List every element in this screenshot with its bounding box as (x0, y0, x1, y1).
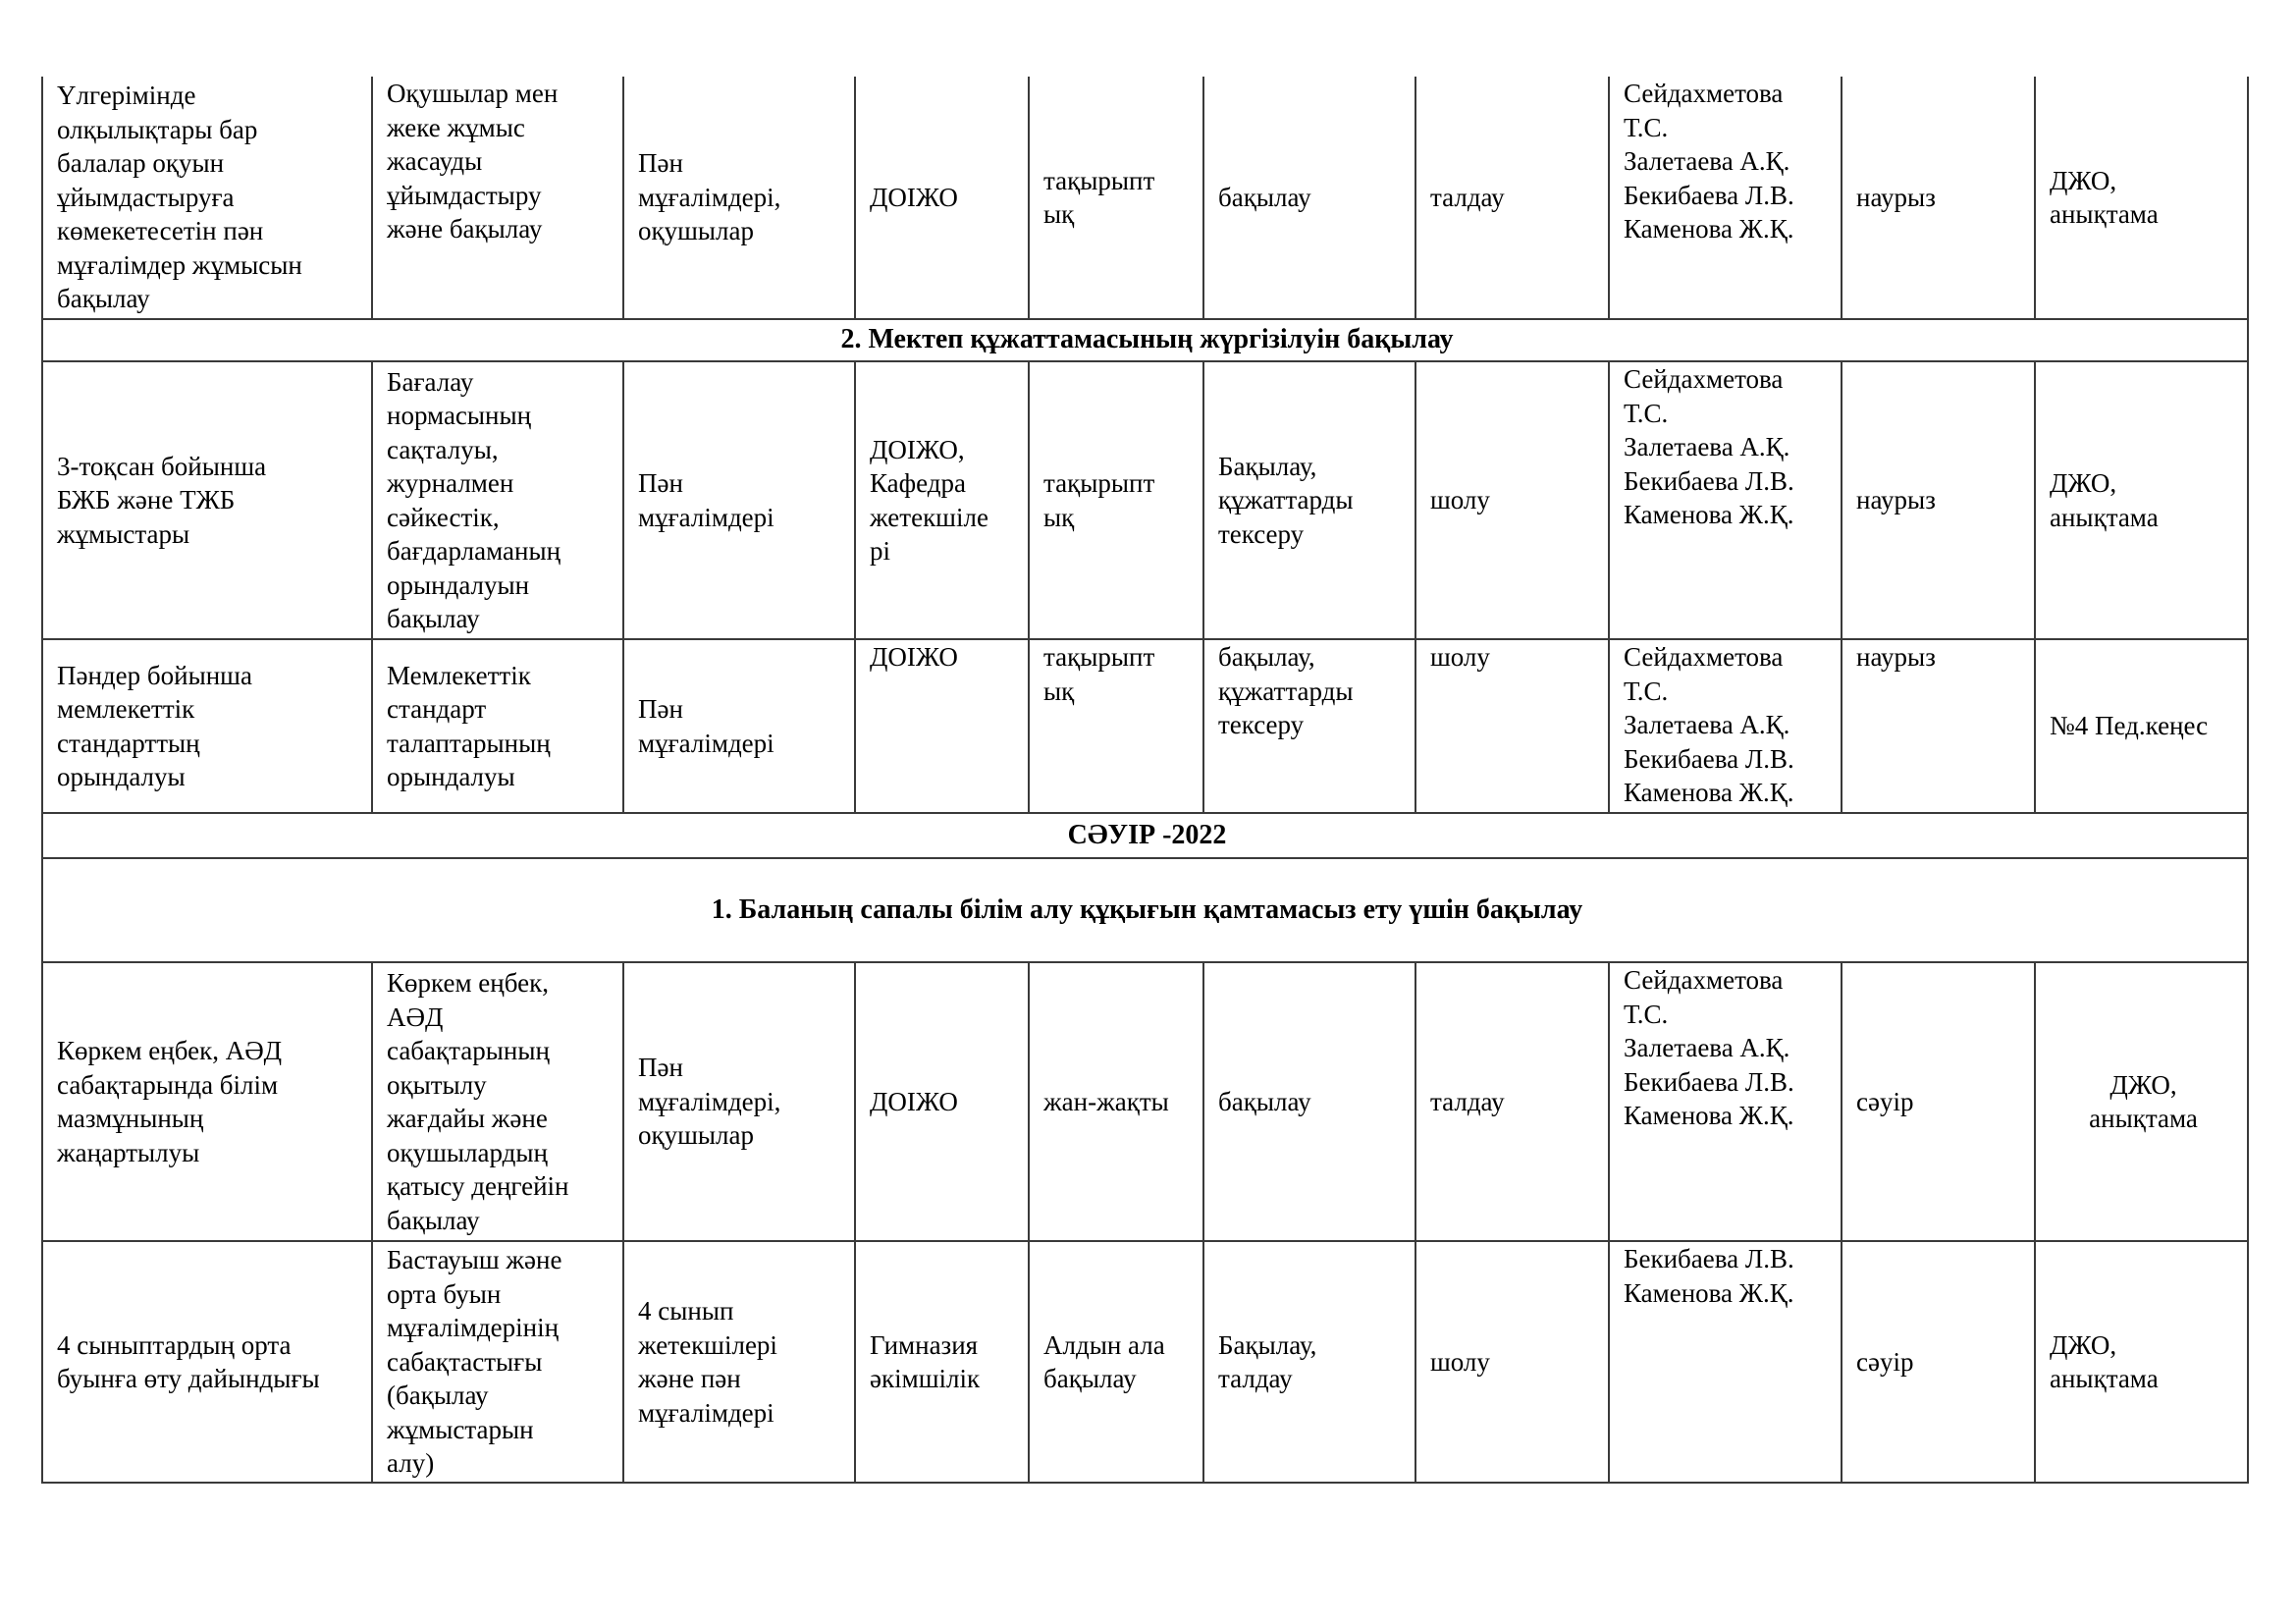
cell-form (1203, 1241, 1415, 1483)
cell-executors (1609, 639, 1842, 813)
cell-text-line: Бағалау (387, 366, 474, 397)
cell-object (623, 962, 855, 1241)
cell-text-line: бақылау (57, 284, 150, 314)
cell-text-line: ДЖО, (2109, 1069, 2177, 1100)
cell-text-line: мұғалімдері (638, 728, 774, 758)
cell-text-line: Залетаева А.Қ. (1624, 710, 1790, 739)
cell-type (1029, 1241, 1203, 1483)
cell-text-line: сабақтарында білім (57, 1069, 279, 1100)
cell-text-line: Т.С. (1624, 112, 1669, 142)
cell-text-line: ық (1043, 676, 1075, 706)
cell-text-line: жан-жақты (1043, 1086, 1169, 1116)
cell-text-line: Бастауыш және (387, 1245, 562, 1275)
section-row (42, 813, 2248, 858)
table-row (42, 962, 2248, 1241)
table-row (42, 77, 2248, 319)
cell-text-line: оқушылардың (387, 1137, 548, 1167)
cell-text-line: мұғалімдері, (638, 182, 781, 212)
cell-text-line: талдау (1430, 1086, 1505, 1116)
section-row (42, 858, 2248, 962)
cell-text-line: бақылау (1043, 1364, 1137, 1393)
cell-text-line: бақылау (387, 604, 480, 633)
cell-text-line: анықтама (2089, 1104, 2198, 1133)
cell-text-line: сәуір (1856, 1086, 1914, 1116)
cell-text-line: Сейдахметова (1624, 79, 1784, 108)
cell-text-line: Сейдахметова (1624, 364, 1784, 394)
cell-text-line: орта буын (387, 1278, 502, 1309)
cell-text-line: бақылау (387, 1205, 480, 1235)
cell-responsible-unit (855, 639, 1029, 813)
cell-topic (42, 1241, 372, 1483)
cell-object (623, 361, 855, 639)
cell-text-line: шолу (1430, 485, 1490, 515)
cell-text-line: бақылау, (1218, 642, 1315, 672)
cell-text-line: мазмұнының (57, 1104, 204, 1133)
cell-text-line: сәуір (1856, 1346, 1914, 1377)
cell-text-line: Кафедра (870, 468, 966, 498)
cell-text-line: Т.С. (1624, 398, 1669, 428)
cell-text-line: Каменова Ж.Қ. (1624, 1101, 1794, 1130)
cell-text-line: мұғалімдерінің (387, 1313, 560, 1343)
cell-text-line: жеке жұмыс (387, 112, 525, 142)
cell-text-line: мұғалімдер жұмысын (57, 249, 302, 280)
cell-type (1029, 639, 1203, 813)
table-row (42, 361, 2248, 639)
cell-text-line: тақырыпт (1043, 165, 1155, 195)
cell-goal (372, 962, 623, 1241)
cell-text-line: Көркем еңбек, АӘД (57, 1036, 283, 1065)
cell-text-line: Бекибаева Л.В. (1624, 1066, 1794, 1097)
cell-method (1415, 962, 1609, 1241)
cell-text-line: 4 сынып (638, 1296, 734, 1326)
section-row (42, 319, 2248, 361)
cell-text-line: ДОІЖО (870, 1086, 958, 1116)
cell-form (1203, 962, 1415, 1241)
cell-text-line: мемлекеттік (57, 694, 195, 724)
table-row (42, 639, 2248, 813)
cell-text-line: талдау (1218, 1364, 1293, 1393)
cell-text-line: Бақылау, (1218, 451, 1317, 481)
cell-text-line: бақылау (1218, 1086, 1311, 1116)
cell-responsible-unit (855, 77, 1029, 319)
cell-text-line: оқушылар (638, 216, 755, 246)
cell-text-line: Каменова Ж.Қ. (1624, 214, 1794, 244)
cell-executors (1609, 1241, 1842, 1483)
cell-text-line: ық (1043, 199, 1075, 229)
cell-text-line: Залетаева А.Қ. (1624, 432, 1790, 461)
cell-text-line: ДОІЖО (870, 182, 958, 212)
cell-text-line: жасауды (387, 146, 483, 176)
cell-text-line: құжаттарды (1218, 676, 1354, 706)
cell-responsible-unit (855, 962, 1029, 1241)
cell-text-line: балалар оқуын (57, 148, 225, 179)
cell-goal (372, 361, 623, 639)
cell-executors (1609, 77, 1842, 319)
cell-text-line: тексеру (1218, 518, 1305, 549)
cell-text-line: жетекшіле (870, 502, 988, 532)
cell-text-line: ДОІЖО, (870, 434, 965, 464)
cell-text-line: ұйымдастыру (387, 180, 542, 210)
cell-form (1203, 77, 1415, 319)
cell-text-line: нормасының (387, 401, 532, 430)
cell-deadline (1842, 77, 2035, 319)
cell-text-line: тақырыпт (1043, 468, 1155, 498)
cell-text-line: ДЖО, (2050, 165, 2117, 195)
cell-text-line: Т.С. (1624, 999, 1669, 1029)
cell-text-line: Бекибаева Л.В. (1624, 180, 1794, 210)
cell-text-line: наурыз (1856, 485, 1936, 515)
cell-text-line: орындалуын (387, 569, 530, 600)
cell-text-line: буынға өту дайындығы (57, 1364, 320, 1393)
cell-text-line: Гимназия (870, 1329, 979, 1360)
cell-text-line: мұғалімдері, (638, 1086, 781, 1116)
cell-text-line: рі (870, 536, 891, 566)
cell-text-line: талаптарының (387, 728, 551, 758)
cell-method (1415, 361, 1609, 639)
cell-text-line: Пән (638, 468, 683, 498)
cell-topic (42, 962, 372, 1241)
cell-method (1415, 1241, 1609, 1483)
cell-text-line: бағдарламаның (387, 536, 561, 566)
cell-text-line: Алдын ала (1043, 1329, 1165, 1360)
cell-text-line: ұйымдастыруға (57, 182, 235, 212)
cell-topic (42, 361, 372, 639)
cell-text-line: бақылау (1218, 182, 1311, 212)
cell-text-line: анықтама (2050, 199, 2159, 229)
cell-deadline (1842, 1241, 2035, 1483)
cell-text-line: сәйкестік, (387, 502, 500, 532)
cell-text-line: оқушылар (638, 1120, 755, 1151)
cell-text-line: әкімшілік (870, 1364, 981, 1393)
cell-form (1203, 361, 1415, 639)
cell-text-line: наурыз (1856, 642, 1936, 672)
cell-text-line: сабақтастығы (387, 1346, 543, 1377)
cell-method (1415, 639, 1609, 813)
cell-deadline (1842, 639, 2035, 813)
cell-object (623, 77, 855, 319)
cell-text-line: Каменова Ж.Қ. (1624, 500, 1794, 529)
cell-goal (372, 77, 623, 319)
cell-text-line: Залетаева А.Қ. (1624, 146, 1790, 176)
cell-text-line: Пән (638, 694, 683, 724)
cell-result (2035, 361, 2248, 639)
cell-text-line: көмекетесетін пән (57, 216, 264, 246)
cell-text-line: жұмыстарын (387, 1414, 534, 1444)
cell-object (623, 1241, 855, 1483)
cell-text-line: Үлгерімінде (57, 81, 196, 111)
cell-text-line: ДЖО, (2050, 468, 2117, 498)
cell-result (2035, 639, 2248, 813)
cell-text-line: шолу (1430, 642, 1490, 672)
cell-text-line: Т.С. (1624, 676, 1669, 706)
cell-text-line: Бақылау, (1218, 1329, 1317, 1360)
cell-text-line: 4 сыныптардың орта (57, 1329, 292, 1360)
cell-text-line: Каменова Ж.Қ. (1624, 1277, 1794, 1308)
cell-text-line: анықтама (2050, 1364, 2159, 1393)
cell-text-line: сабақтарының (387, 1036, 550, 1065)
cell-text-line: орындалуы (387, 762, 515, 791)
cell-text-line: және пән (638, 1364, 741, 1393)
cell-text-line: 3-тоқсан бойынша (57, 451, 267, 481)
cell-text-line: ДОІЖО (870, 642, 958, 672)
cell-text-line: сақталуы, (387, 434, 499, 464)
cell-text-line: жетекшілері (638, 1329, 777, 1360)
cell-type (1029, 962, 1203, 1241)
cell-responsible-unit (855, 361, 1029, 639)
cell-topic (42, 77, 372, 319)
cell-text-line: АӘД (387, 1001, 444, 1032)
cell-result (2035, 1241, 2248, 1483)
cell-text-line: жаңартылуы (57, 1137, 200, 1167)
cell-text-line: тақырыпт (1043, 642, 1155, 672)
cell-object (623, 639, 855, 813)
cell-executors (1609, 361, 1842, 639)
cell-topic (42, 639, 372, 813)
cell-text-line: стандарт (387, 694, 487, 724)
cell-form (1203, 639, 1415, 813)
cell-text-line: Залетаева А.Қ. (1624, 1033, 1790, 1062)
cell-text-line: Пән (638, 1053, 683, 1083)
cell-goal (372, 639, 623, 813)
cell-executors (1609, 962, 1842, 1241)
cell-text-line: стандарттың (57, 728, 200, 758)
cell-text-line: мұғалімдері (638, 502, 774, 532)
cell-text-line: олқылықтары бар (57, 114, 258, 144)
month-heading: СӘУІР -2022 (42, 813, 2248, 858)
cell-text-line: Пәндер бойынша (57, 660, 252, 690)
cell-text-line: алу) (387, 1448, 435, 1479)
cell-text-line: БЖБ және ТЖБ (57, 485, 236, 515)
cell-text-line: оқытылу (387, 1069, 487, 1100)
cell-text-line: Оқушылар мен (387, 79, 559, 108)
cell-text-line: жағдайы және (387, 1104, 548, 1133)
cell-result (2035, 962, 2248, 1241)
cell-deadline (1842, 361, 2035, 639)
cell-text-line: қатысу деңгейін (387, 1171, 569, 1201)
cell-text-line: Көркем еңбек, (387, 968, 549, 998)
cell-text-line: құжаттарды (1218, 485, 1354, 515)
cell-text-line: тексеру (1218, 710, 1305, 739)
cell-text-line: ық (1043, 502, 1075, 532)
cell-type (1029, 77, 1203, 319)
cell-text-line: анықтама (2050, 502, 2159, 532)
cell-text-line: орындалуы (57, 762, 186, 791)
cell-text-line: (бақылау (387, 1380, 489, 1411)
cell-text-line: талдау (1430, 182, 1505, 212)
cell-text-line: мұғалімдері (638, 1397, 774, 1428)
cell-text-line: жұмыстары (57, 518, 190, 549)
table-row (42, 1241, 2248, 1483)
cell-text-line: журналмен (387, 468, 514, 498)
cell-type (1029, 361, 1203, 639)
cell-result (2035, 77, 2248, 319)
cell-text-line: наурыз (1856, 182, 1936, 212)
cell-text-line: шолу (1430, 1346, 1490, 1377)
cell-deadline (1842, 962, 2035, 1241)
cell-text-line: ДЖО, (2050, 1329, 2117, 1360)
cell-text-line: Бекибаева Л.В. (1624, 743, 1794, 774)
cell-text-line: Сейдахметова (1624, 642, 1784, 672)
cell-text-line: Сейдахметова (1624, 965, 1784, 995)
cell-text-line: Пән (638, 148, 683, 179)
control-plan-table (41, 77, 2249, 1484)
cell-text-line: №4 Пед.кеңес (2050, 711, 2209, 741)
section-heading-documentation: 2. Мектеп құжаттамасының жүргізілуін бақылау (42, 319, 2248, 361)
cell-text-line: және бақылау (387, 214, 543, 244)
cell-text-line: Бекибаева Л.В. (1624, 465, 1794, 496)
section-heading-quality: 1. Баланың сапалы білім алу құқығын қамтамасыз ету үшін бақылау (42, 858, 2248, 962)
cell-text-line: Бекибаева Л.В. (1624, 1244, 1794, 1273)
cell-responsible-unit (855, 1241, 1029, 1483)
cell-text-line: Каменова Ж.Қ. (1624, 778, 1794, 807)
cell-goal (372, 1241, 623, 1483)
cell-method (1415, 77, 1609, 319)
cell-text-line: Мемлекеттік (387, 660, 531, 690)
